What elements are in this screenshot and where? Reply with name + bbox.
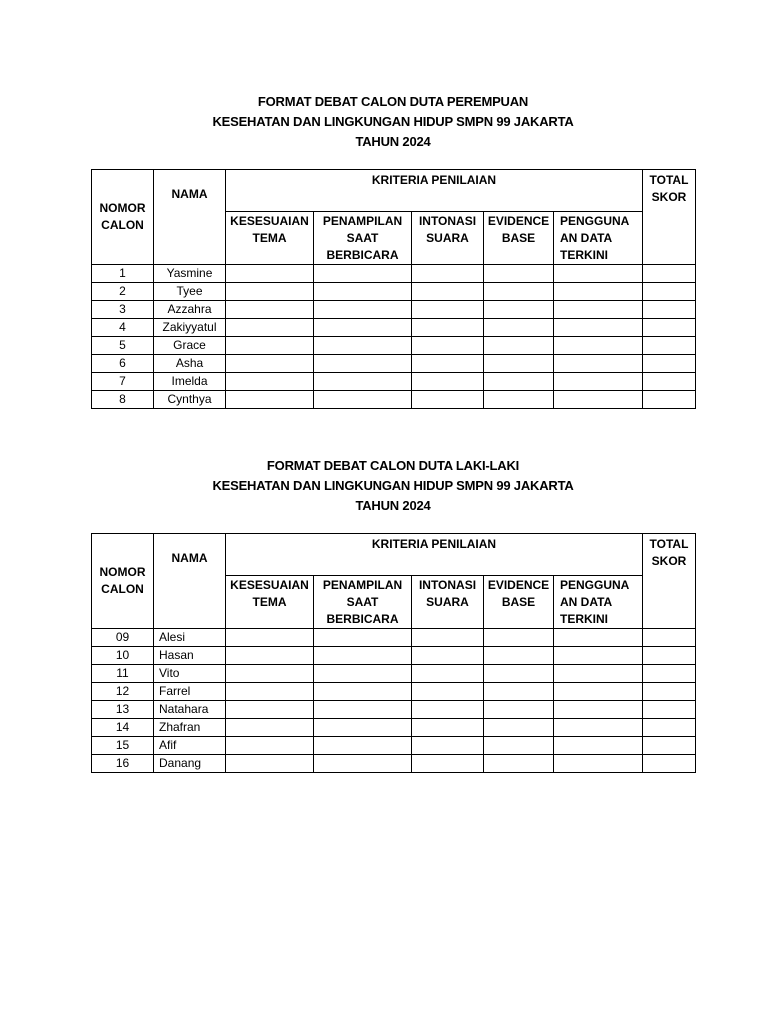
row-name: Zakiyyatul (154, 319, 226, 337)
score-cell[interactable] (484, 373, 554, 391)
score-cell[interactable] (554, 719, 643, 737)
header-total-skor: TOTAL SKOR (643, 170, 696, 265)
row-name: Tyee (154, 283, 226, 301)
score-cell[interactable] (314, 629, 412, 647)
header-criterion: KESESUAIAN TEMA (226, 576, 314, 629)
header-nomor-calon: NOMOR CALON (92, 170, 154, 265)
title-line-1: FORMAT DEBAT CALON DUTA PEREMPUAN (257, 94, 529, 109)
score-cell[interactable] (412, 373, 484, 391)
score-cell[interactable] (412, 265, 484, 283)
score-cell[interactable] (554, 265, 643, 283)
row-number: 15 (92, 737, 154, 755)
score-cell[interactable] (554, 755, 643, 773)
score-cell[interactable] (226, 629, 314, 647)
row-number: 5 (92, 337, 154, 355)
table-row (92, 391, 696, 409)
total-cell[interactable] (643, 283, 696, 301)
score-cell[interactable] (412, 701, 484, 719)
score-cell[interactable] (226, 719, 314, 737)
row-number: 3 (92, 301, 154, 319)
score-cell[interactable] (554, 355, 643, 373)
score-cell[interactable] (484, 683, 554, 701)
score-cell[interactable] (412, 391, 484, 409)
table-row (92, 355, 696, 373)
score-cell[interactable] (314, 373, 412, 391)
row-name: Hasan (154, 647, 226, 665)
score-cell[interactable] (412, 683, 484, 701)
score-cell[interactable] (314, 701, 412, 719)
total-cell[interactable] (643, 319, 696, 337)
total-cell[interactable] (643, 265, 696, 283)
score-table (91, 533, 696, 773)
score-cell[interactable] (314, 719, 412, 737)
row-name: Farrel (154, 683, 226, 701)
title-line-2: KESEHATAN DAN LINGKUNGAN HIDUP SMPN 99 JAKARTA (212, 114, 574, 129)
score-cell[interactable] (412, 337, 484, 355)
score-table (91, 169, 696, 409)
section-title (91, 456, 695, 516)
score-cell[interactable] (484, 391, 554, 409)
score-cell[interactable] (554, 665, 643, 683)
row-number: 14 (92, 719, 154, 737)
row-number: 11 (92, 665, 154, 683)
score-cell[interactable] (226, 737, 314, 755)
total-cell[interactable] (643, 683, 696, 701)
section-title (91, 92, 695, 152)
row-number: 09 (92, 629, 154, 647)
score-cell[interactable] (226, 355, 314, 373)
score-cell[interactable] (554, 283, 643, 301)
header-total-skor: TOTAL SKOR (643, 534, 696, 629)
score-cell[interactable] (412, 665, 484, 683)
score-cell[interactable] (314, 265, 412, 283)
score-cell[interactable] (314, 355, 412, 373)
row-number: 10 (92, 647, 154, 665)
total-cell[interactable] (643, 719, 696, 737)
table-row (92, 737, 696, 755)
score-cell[interactable] (484, 647, 554, 665)
score-cell[interactable] (226, 337, 314, 355)
score-cell[interactable] (484, 355, 554, 373)
score-cell[interactable] (484, 265, 554, 283)
title-line-3: TAHUN 2024 (355, 498, 431, 513)
score-cell[interactable] (554, 337, 643, 355)
row-name: Cynthya (154, 391, 226, 409)
score-cell[interactable] (484, 283, 554, 301)
row-name: Grace (154, 337, 226, 355)
score-cell[interactable] (412, 737, 484, 755)
row-name: Azzahra (154, 301, 226, 319)
total-cell[interactable] (643, 629, 696, 647)
total-cell[interactable] (643, 301, 696, 319)
total-cell[interactable] (643, 701, 696, 719)
score-cell[interactable] (554, 391, 643, 409)
score-cell[interactable] (226, 647, 314, 665)
table-row (92, 373, 696, 391)
title-line-2: KESEHATAN DAN LINGKUNGAN HIDUP SMPN 99 JAKARTA (212, 478, 574, 493)
table-row (92, 319, 696, 337)
score-cell[interactable] (484, 629, 554, 647)
row-name: Alesi (154, 629, 226, 647)
score-cell[interactable] (484, 665, 554, 683)
score-cell[interactable] (314, 647, 412, 665)
score-cell[interactable] (412, 301, 484, 319)
table-row (92, 301, 696, 319)
score-cell[interactable] (226, 665, 314, 683)
header-criterion: EVIDENCE BASE (484, 212, 554, 265)
title-line-3: TAHUN 2024 (355, 134, 431, 149)
score-cell[interactable] (554, 629, 643, 647)
score-cell[interactable] (314, 301, 412, 319)
score-cell[interactable] (226, 683, 314, 701)
row-number: 2 (92, 283, 154, 301)
row-number: 12 (92, 683, 154, 701)
row-number: 1 (92, 265, 154, 283)
row-number: 16 (92, 755, 154, 773)
header-criterion: PENGGUNA AN DATA TERKINI (554, 212, 643, 265)
total-cell[interactable] (643, 337, 696, 355)
score-cell[interactable] (314, 283, 412, 301)
score-cell[interactable] (412, 629, 484, 647)
score-cell[interactable] (554, 737, 643, 755)
section-laki-laki (91, 456, 695, 770)
score-cell[interactable] (484, 701, 554, 719)
header-criterion: PENGGUNA AN DATA TERKINI (554, 576, 643, 629)
table-row (92, 683, 696, 701)
row-number: 13 (92, 701, 154, 719)
score-cell[interactable] (226, 701, 314, 719)
score-cell[interactable] (554, 373, 643, 391)
score-cell[interactable] (554, 647, 643, 665)
score-cell[interactable] (314, 683, 412, 701)
header-criterion: KESESUAIAN TEMA (226, 212, 314, 265)
header-kriteria-penilaian: KRITERIA PENILAIAN (226, 170, 643, 212)
total-cell[interactable] (643, 665, 696, 683)
score-cell[interactable] (412, 647, 484, 665)
row-name: Natahara (154, 701, 226, 719)
row-number: 7 (92, 373, 154, 391)
header-nama: NAMA (154, 170, 226, 265)
total-cell[interactable] (643, 755, 696, 773)
header-kriteria-penilaian: KRITERIA PENILAIAN (226, 534, 643, 576)
score-cell[interactable] (484, 755, 554, 773)
score-cell[interactable] (226, 755, 314, 773)
row-name: Danang (154, 755, 226, 773)
section-perempuan (91, 92, 695, 406)
score-cell[interactable] (314, 665, 412, 683)
score-cell[interactable] (554, 701, 643, 719)
score-cell[interactable] (314, 391, 412, 409)
header-criterion: INTONASI SUARA (412, 212, 484, 265)
header-criterion: EVIDENCE BASE (484, 576, 554, 629)
header-criterion: PENAMPILAN SAAT BERBICARA (314, 212, 412, 265)
table-row (92, 265, 696, 283)
total-cell[interactable] (643, 391, 696, 409)
score-cell[interactable] (484, 337, 554, 355)
score-cell[interactable] (554, 683, 643, 701)
score-cell[interactable] (314, 319, 412, 337)
score-cell[interactable] (226, 265, 314, 283)
score-cell[interactable] (484, 301, 554, 319)
table-row (92, 337, 696, 355)
score-cell[interactable] (412, 283, 484, 301)
score-cell[interactable] (484, 319, 554, 337)
score-cell[interactable] (226, 301, 314, 319)
score-cell[interactable] (484, 737, 554, 755)
row-name: Yasmine (154, 265, 226, 283)
total-cell[interactable] (643, 647, 696, 665)
score-cell[interactable] (412, 355, 484, 373)
row-name: Asha (154, 355, 226, 373)
table-row (92, 629, 696, 647)
score-cell[interactable] (554, 319, 643, 337)
table-row (92, 719, 696, 737)
score-cell[interactable] (226, 283, 314, 301)
score-cell[interactable] (226, 319, 314, 337)
score-cell[interactable] (554, 301, 643, 319)
score-cell[interactable] (412, 719, 484, 737)
row-number: 8 (92, 391, 154, 409)
header-nomor-calon: NOMOR CALON (92, 534, 154, 629)
score-cell[interactable] (412, 319, 484, 337)
row-name: Imelda (154, 373, 226, 391)
total-cell[interactable] (643, 355, 696, 373)
score-cell[interactable] (314, 755, 412, 773)
row-number: 4 (92, 319, 154, 337)
header-criterion: PENAMPILAN SAAT BERBICARA (314, 576, 412, 629)
table-row (92, 755, 696, 773)
score-cell[interactable] (226, 391, 314, 409)
table-row (92, 283, 696, 301)
header-nama: NAMA (154, 534, 226, 629)
score-cell[interactable] (314, 737, 412, 755)
score-cell[interactable] (314, 337, 412, 355)
table-row (92, 647, 696, 665)
row-name: Zhafran (154, 719, 226, 737)
total-cell[interactable] (643, 373, 696, 391)
title-line-1: FORMAT DEBAT CALON DUTA LAKI-LAKI (266, 458, 520, 473)
header-criterion: INTONASI SUARA (412, 576, 484, 629)
score-cell[interactable] (226, 373, 314, 391)
row-name: Afif (154, 737, 226, 755)
score-cell[interactable] (412, 755, 484, 773)
score-cell[interactable] (484, 719, 554, 737)
table-row (92, 665, 696, 683)
table-row (92, 701, 696, 719)
row-name: Vito (154, 665, 226, 683)
row-number: 6 (92, 355, 154, 373)
total-cell[interactable] (643, 737, 696, 755)
